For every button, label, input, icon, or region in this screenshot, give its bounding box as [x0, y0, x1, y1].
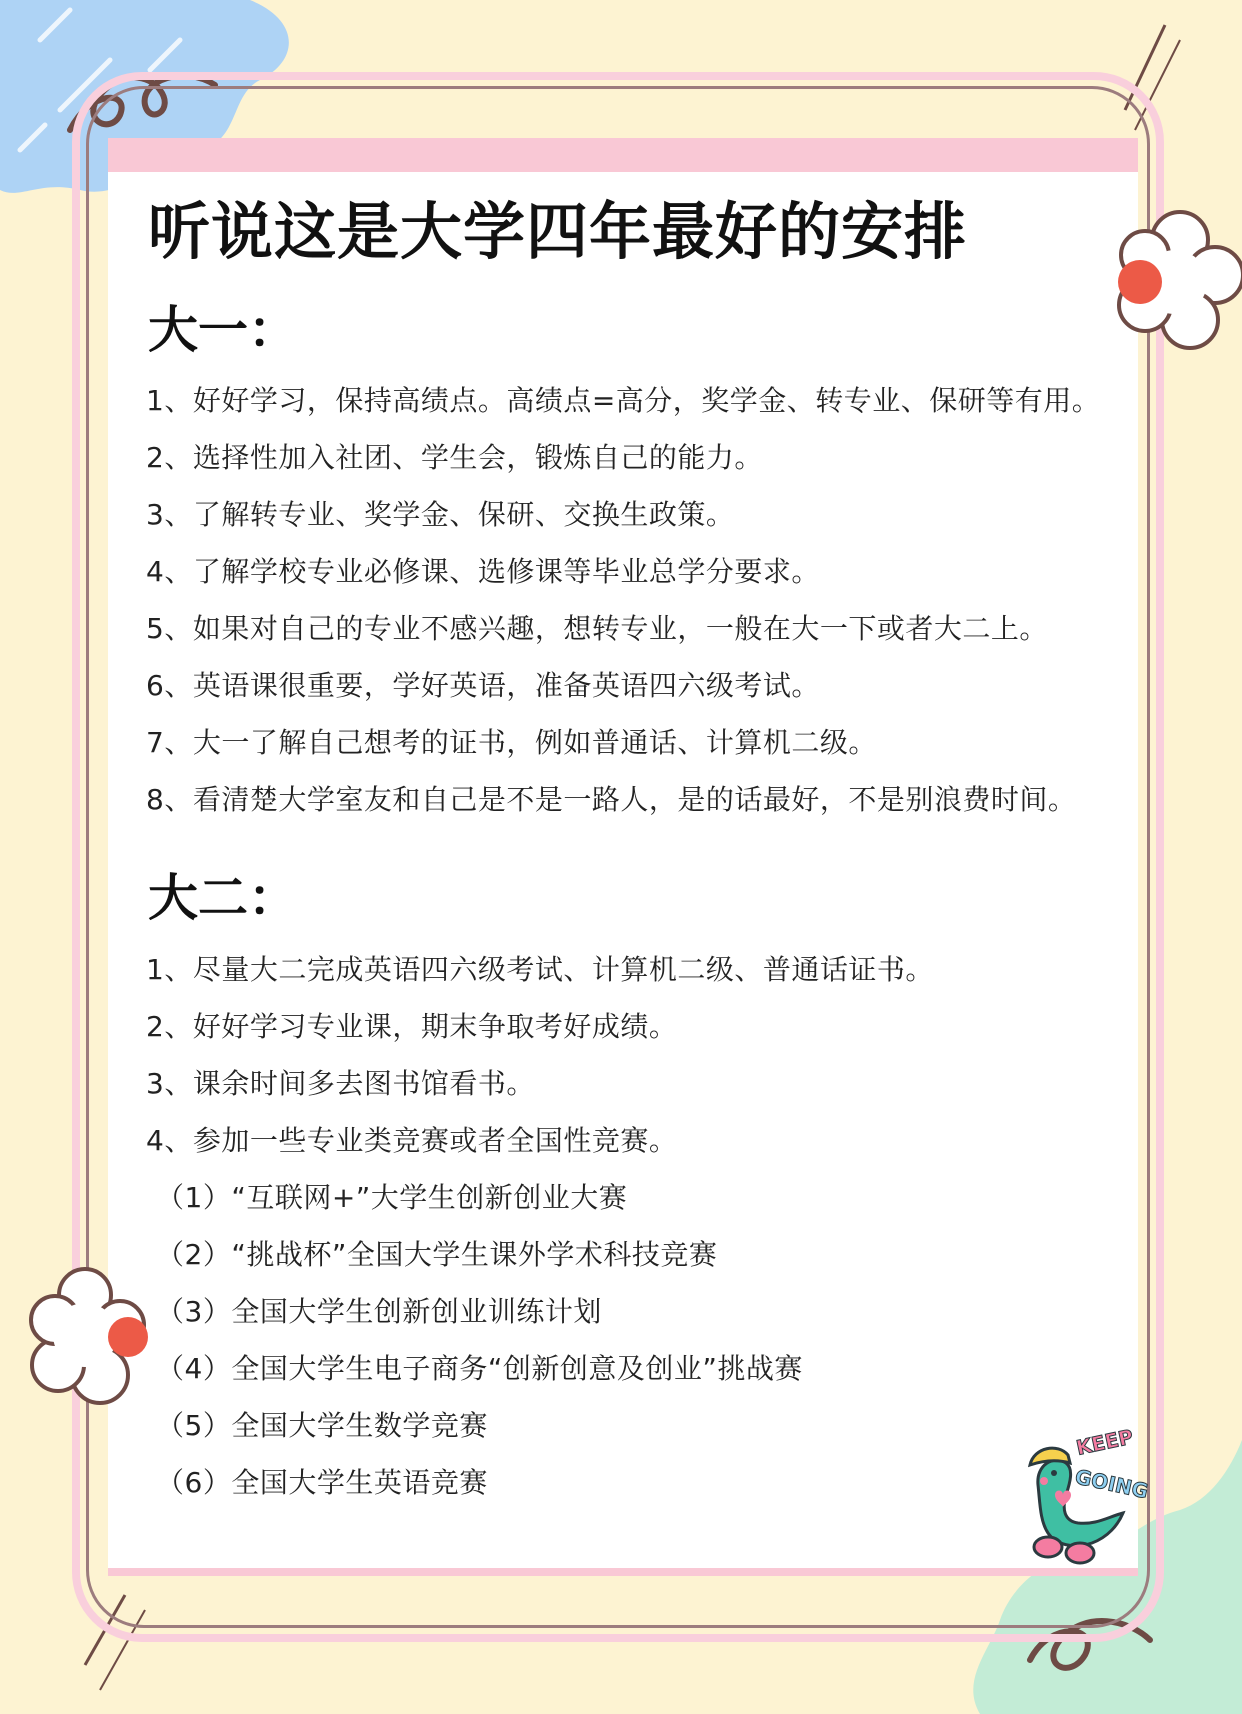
- year2-list: [146, 941, 934, 1511]
- sub-list-item: （2）“挑战杯”全国大学生课外学术科技竞赛: [156, 1238, 718, 1271]
- list-item: 6、英语课很重要，学好英语，准备英语四六级考试。: [146, 669, 820, 702]
- sub-list-item: （5）全国大学生数学竞赛: [156, 1409, 488, 1442]
- list-item: 3、了解转专业、奖学金、保研、交换生政策。: [146, 498, 735, 531]
- flower-left-icon: [30, 1265, 145, 1415]
- list-item: 1、好好学习，保持高绩点。高绩点=高分，奖学金、转专业、保研等有用。: [146, 384, 1101, 417]
- dinosaur-sticker-icon: [1008, 1424, 1151, 1565]
- sub-list-item: （4）全国大学生电子商务“创新创意及创业”挑战赛: [156, 1352, 803, 1385]
- flower-right-icon: [1120, 210, 1242, 360]
- list-item: 2、选择性加入社团、学生会，锻炼自己的能力。: [146, 441, 763, 474]
- section-heading-year2: 大二：: [148, 869, 298, 927]
- list-item: 7、大一了解自己想考的证书，例如普通话、计算机二级。: [146, 726, 877, 759]
- list-item: 8、看清楚大学室友和自己是不是一路人，是的话最好，不是别浪费时间。: [146, 783, 1077, 816]
- section-heading-year1: 大一：: [148, 301, 298, 359]
- sticker-text-going: GOING: [1072, 1464, 1151, 1504]
- list-item: 2、好好学习专业课，期末争取考好成绩。: [146, 1010, 678, 1043]
- page-title: 听说这是大学四年最好的安排: [148, 195, 968, 268]
- list-item: 4、参加一些专业类竞赛或者全国性竞赛。: [146, 1124, 678, 1157]
- list-item: 3、课余时间多去图书馆看书。: [146, 1067, 535, 1100]
- year1-list: [146, 372, 1100, 828]
- sticker-text-keep: KEEP: [1074, 1424, 1136, 1460]
- list-item: 4、了解学校专业必修课、选修课等毕业总学分要求。: [146, 555, 820, 588]
- sub-list-item: （3）全国大学生创新创业训练计划: [156, 1295, 602, 1328]
- sub-list-item: （1）“互联网+”大学生创新创业大赛: [156, 1181, 628, 1214]
- sub-list-item: （6）全国大学生英语竞赛: [156, 1466, 488, 1499]
- list-item: 1、尽量大二完成英语四六级考试、计算机二级、普通话证书。: [146, 953, 934, 986]
- list-item: 5、如果对自己的专业不感兴趣，想转专业，一般在大一下或者大二上。: [146, 612, 1048, 645]
